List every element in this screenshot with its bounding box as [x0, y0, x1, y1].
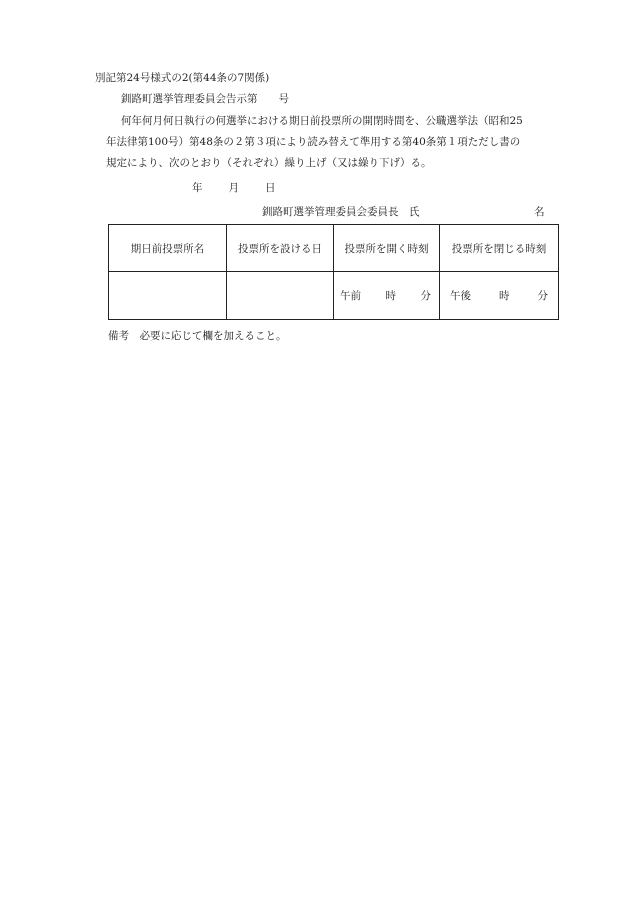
- date-line: [192, 180, 276, 195]
- open-minute-unit: 分: [420, 290, 431, 302]
- notice-number: 釧路町選挙管理委員会告示第 号: [121, 93, 289, 105]
- body-text-line-2: 年法律第100号）第48条の２第３項により読み替えて準用する第40条第１項ただし書の: [106, 136, 521, 148]
- body-text-line-1: 何年何月何日執行の何選挙における期日前投票所の開閉時間を、公職選挙法（昭和25: [121, 115, 523, 127]
- open-period: 午前: [340, 290, 361, 302]
- cell-close-time: [440, 272, 559, 320]
- remarks-note: 備考 必要に応じて欄を加えること。: [108, 330, 287, 342]
- close-hour-unit: 時: [499, 290, 510, 302]
- date-month: 月: [228, 182, 239, 194]
- signature-title: 釧路町選挙管理委員会委員長 氏: [262, 206, 420, 218]
- cell-open-time: [334, 272, 440, 320]
- close-minute-unit: 分: [537, 290, 548, 302]
- table-row: [109, 272, 559, 320]
- body-text-line-3: 規定により、次のとおり（それぞれ）繰り上げ（又は繰り下げ）る。: [106, 157, 432, 169]
- open-hour-unit: 時: [385, 290, 396, 302]
- date-day: 日: [265, 182, 276, 194]
- header-date: 投票所を設ける日: [227, 225, 334, 272]
- header-open-time: 投票所を開く時刻: [334, 225, 440, 272]
- table-header-row: [109, 225, 559, 272]
- date-year: 年: [192, 182, 203, 194]
- form-title: 別記第24号様式の2(第44条の7関係): [95, 72, 270, 84]
- cell-location: [109, 272, 227, 320]
- header-close-time: 投票所を閉じる時刻: [440, 225, 559, 272]
- header-location: 期日前投票所名: [109, 225, 227, 272]
- close-period: 午後: [450, 290, 471, 302]
- cell-date: [227, 272, 334, 320]
- signature-name-suffix: 名: [534, 206, 545, 218]
- schedule-table: [108, 224, 559, 320]
